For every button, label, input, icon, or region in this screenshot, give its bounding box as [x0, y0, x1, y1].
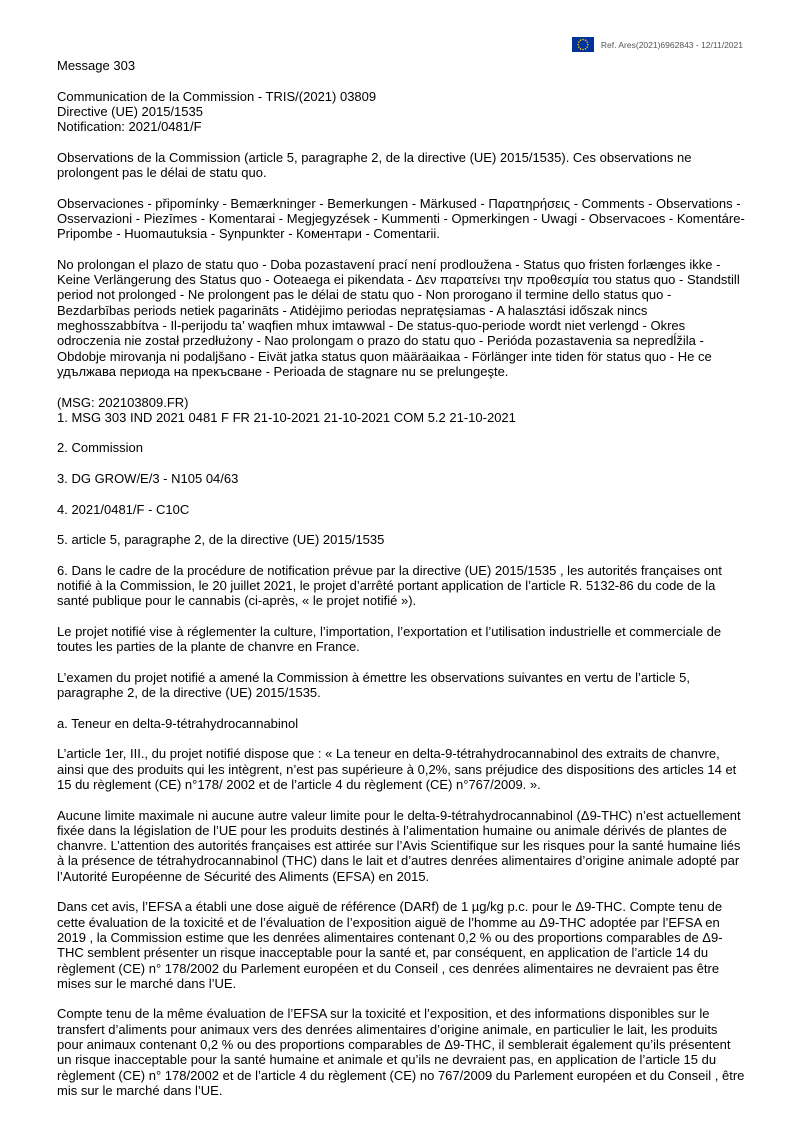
efsa-paragraph: Dans cet avis, l’EFSA a établi une dose aiguë de référence (DARf) de 1 µg/kg p.c. pour le Δ9-THC. Compte tenu de cette évaluation de la toxicité et de l’évaluation de l’exposition aiguë de l’homme au Δ9-THC adoptée par l’EFSA en 2019 , la Commission estime que les denrées alimentaires contenant 0,2 % ou des proportions comparables de Δ9-THC semblent présenter un risque inacceptable pour la santé et, par conséquent, en application de l’article 14 du règlement (CE) n° 178/2002 du Parlement européen et du Conseil , ces denrées alimentaires ne devraient pas être mises sur le marché dans l’UE.	[57, 899, 723, 991]
document-body	[57, 58, 747, 1113]
reference-text: Ref. Ares(2021)6962843 - 12/11/2021	[600, 39, 743, 50]
intro-paragraph: Observations de la Commission (article 5, paragraphe 2, de la directive (UE) 2015/1535). Ces observations ne prolongent pas le délai de statu quo.	[57, 149, 692, 181]
directive-line: Directive (UE) 2015/1535	[57, 103, 203, 119]
communication-line: Communication de la Commission - TRIS/(2021) 03809	[57, 88, 377, 104]
list-item-3: 3. DG GROW/E/3 - N105 04/63	[57, 471, 239, 487]
list-item-5: 5. article 5, paragraphe 2, de la directive (UE) 2015/1535	[57, 532, 385, 548]
section-a-heading: a. Teneur en delta-9-tétrahydrocannabinol	[57, 715, 299, 731]
feed-paragraph: Compte tenu de la même évaluation de l’EFSA sur la toxicité et l’exposition, et des informations disponibles sur le transfert d’aliments pour animaux vers des denrées alimentaires d’origine animale, en particulier le lait, les produits pour animaux contenant 0,2 % ou des proportions comparables de Δ9-THC, il semblerait également qu’ils présentent un risque inacceptable pour la santé humaine et animale et qu’ils ne devraient pas, en application de l’article 15 du règlement (CE) n° 178/2002 et de l’article 4 du règlement (CE) no 767/2009 du Parlement européen et du Conseil , être mis sur le marché dans l’UE.	[57, 1006, 745, 1098]
observations-translations: Observaciones - připomínky - Bemærkninger - Bemerkungen - Märkused - Παρατηρήσεις - Comments - Observations - Osservazioni - Piezīmes - Komentarai - Megjegyzések - Kummenti - Opmerkingen - Uwagi - Observacoes - Komentáre-Pripombe - Huomautuksia - Synpunkter - Коментари - Comentarii.	[57, 195, 745, 242]
limit-paragraph: Aucune limite maximale ni aucune autre valeur limite pour le delta-9-tétrahydrocannabinol (Δ9-THC) n’est actuellement fixée dans la législation de l’UE pour les produits destinés à l’alimentation humaine ou animale dérivés de plantes de chanvre. L’attention des autorités françaises est attirée sur l’Avis Scientifique sur les risques pour la santé humaine liés à la présence de tétrahydrocannabinol (THC) dans le lait et d’autres denrées alimentaires d’origine animale adopté par l’Autorité Européenne de Sécurité des Aliments (EFSA) en 2015.	[57, 807, 741, 884]
list-item-1: 1. MSG 303 IND 2021 0481 F FR 21-10-2021 21-10-2021 COM 5.2 21-10-2021	[57, 409, 516, 425]
list-item-2: 2. Commission	[57, 440, 143, 456]
list-item-4: 4. 2021/0481/F - C10C	[57, 501, 190, 517]
project-paragraph: Le projet notifié vise à réglementer la culture, l’importation, l’exportation et l’utilisation industrielle et commerciale de toutes les parties de la plante de chanvre en France.	[57, 623, 722, 655]
message-number: Message 303	[57, 58, 136, 73]
notification-line: Notification: 2021/0481/F	[57, 119, 202, 135]
reference-stamp	[572, 37, 743, 52]
eu-flag-icon	[572, 37, 594, 52]
list-item-6: 6. Dans le cadre de la procédure de notification prévue par la directive (UE) 2015/1535 , les autorités françaises ont notifié à la Commission, le 20 juillet 2021, le projet d’arrêté portant application de l’article R. 5132-86 du code de la santé publique pour le cannabis (ci-après, « le projet notifié »).	[57, 562, 722, 609]
msg-reference: (MSG: 202103809.FR)	[57, 394, 189, 410]
exam-paragraph: L’examen du projet notifié a amené la Commission à émettre les observations suivantes en vertu de l’article 5, paragraphe 2, de la directive (UE) 2015/1535.	[57, 669, 690, 701]
standstill-translations: No prolongan el plazo de statu quo - Doba pozastavení prací není prodloužena - Status quo fristen forlænges ikke - Keine Verlängerung des Status quo - Ooteaega ei pikendata - Δεν παρατείνει την προθεσμία του status quo - Standstill period not prolonged - Ne prolongent pas le délai de statu quo - Non prorogano il termine dello status quo - Bezdarbības periods netiek pagarināts - Atidėjimo periodas nepratęsiamas - A halasztási időszak nincs meghosszabbítva - Il-perijodu ta’ waqfien mhux imtawwal - De status-quo-periode wordt niet verlengd - Okres odroczenia nie został przedłużony - Nao prolongam o prazo do statu quo - Perióda pozastavenia sa nepredĺžila - Obdobje mirovanja ni podaljšano - Eivät jatka status quon määräaikaa - Förlänger inte tiden för status quo - Не се удължава периода на прекъсване - Perioada de stagnare nu se prelungeşte.	[57, 256, 740, 379]
article-paragraph: L’article 1er, III., du projet notifié dispose que : « La teneur en delta-9-tétrahydrocannabinol des extraits de chanvre, ainsi que des produits qui les intègrent, n’est pas supérieure à 0,2%, sans préjudice des dispositions des articles 14 et 15 du règlement (CE) n°178/ 2002 et de l’article 4 du règlement (CE) n°767/2009. ».	[57, 746, 737, 792]
